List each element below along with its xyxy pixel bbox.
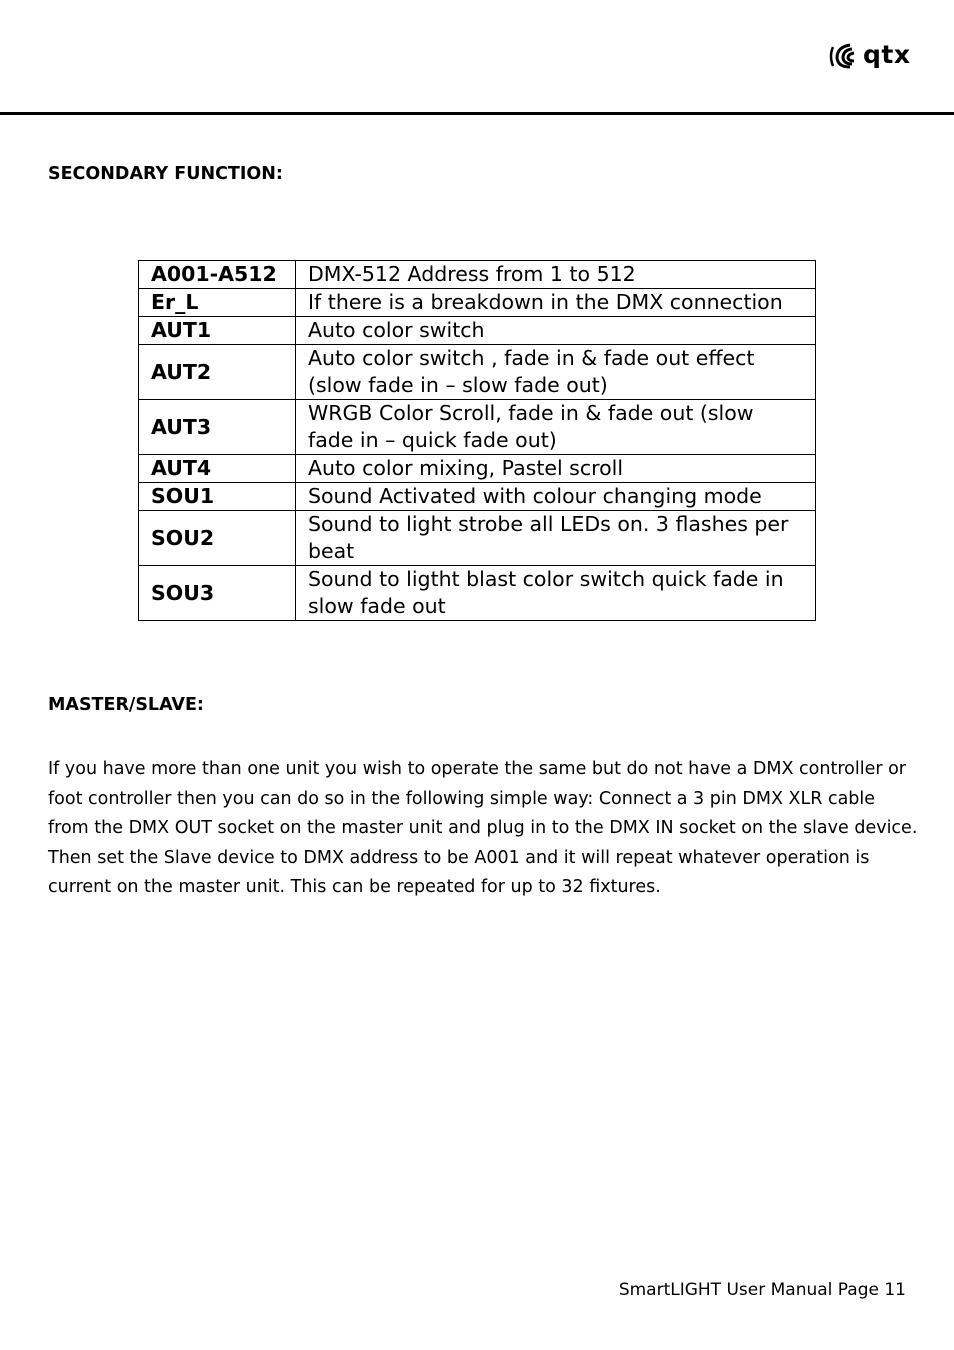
table-row [139,511,816,566]
table-row [139,261,816,289]
function-description: DMX-512 Address from 1 to 512 [296,261,816,289]
table-row [139,566,816,621]
master-slave-paragraph: If you have more than one unit you wish to operate the same but do not have a DMX controller or foot controller then you can do so in the following simple way: Connect a 3 pin DMX XLR cable from the DMX OUT socket on the master unit and plug in to the DMX IN socket on the slave device. Then set the Slave device to DMX address to be A001 and it will repeat whatever operation is current on the master unit. This can be repeated for up to 32 fixtures. [48,759,918,897]
page-footer: SmartLIGHT User Manual Page 11 [618,1280,906,1300]
table-row [139,317,816,345]
secondary-function-table [138,260,816,621]
function-code: SOU2 [139,511,296,566]
function-code: A001-A512 [139,261,296,289]
section-heading-secondary-function: SECONDARY FUNCTION: [48,164,283,184]
header-divider [0,112,954,115]
function-description: WRGB Color Scroll, fade in & fade out (slow fade in – quick fade out) [296,400,816,455]
function-description: Auto color switch , fade in & fade out effect (slow fade in – slow fade out) [296,345,816,400]
function-description: Auto color mixing, Pastel scroll [296,455,816,483]
function-code: SOU1 [139,483,296,511]
function-code: AUT3 [139,400,296,455]
table-row [139,400,816,455]
function-code: AUT4 [139,455,296,483]
qtx-wave-logo-icon [828,38,862,72]
function-description: If there is a breakdown in the DMX connection [296,289,816,317]
section-heading-master-slave: MASTER/SLAVE: [48,695,204,715]
table-row [139,289,816,317]
function-description: Sound Activated with colour changing mode [296,483,816,511]
function-code: Er_L [139,289,296,317]
function-description: Sound to light strobe all LEDs on. 3 flashes per beat [296,511,816,566]
table-row [139,455,816,483]
brand-logo [828,38,910,72]
brand-logo-text: qtx [863,40,911,69]
function-code: AUT1 [139,317,296,345]
function-description: Auto color switch [296,317,816,345]
function-description: Sound to ligtht blast color switch quick fade in slow fade out [296,566,816,621]
table-row [139,483,816,511]
function-code: SOU3 [139,566,296,621]
table-row [139,345,816,400]
function-code: AUT2 [139,345,296,400]
